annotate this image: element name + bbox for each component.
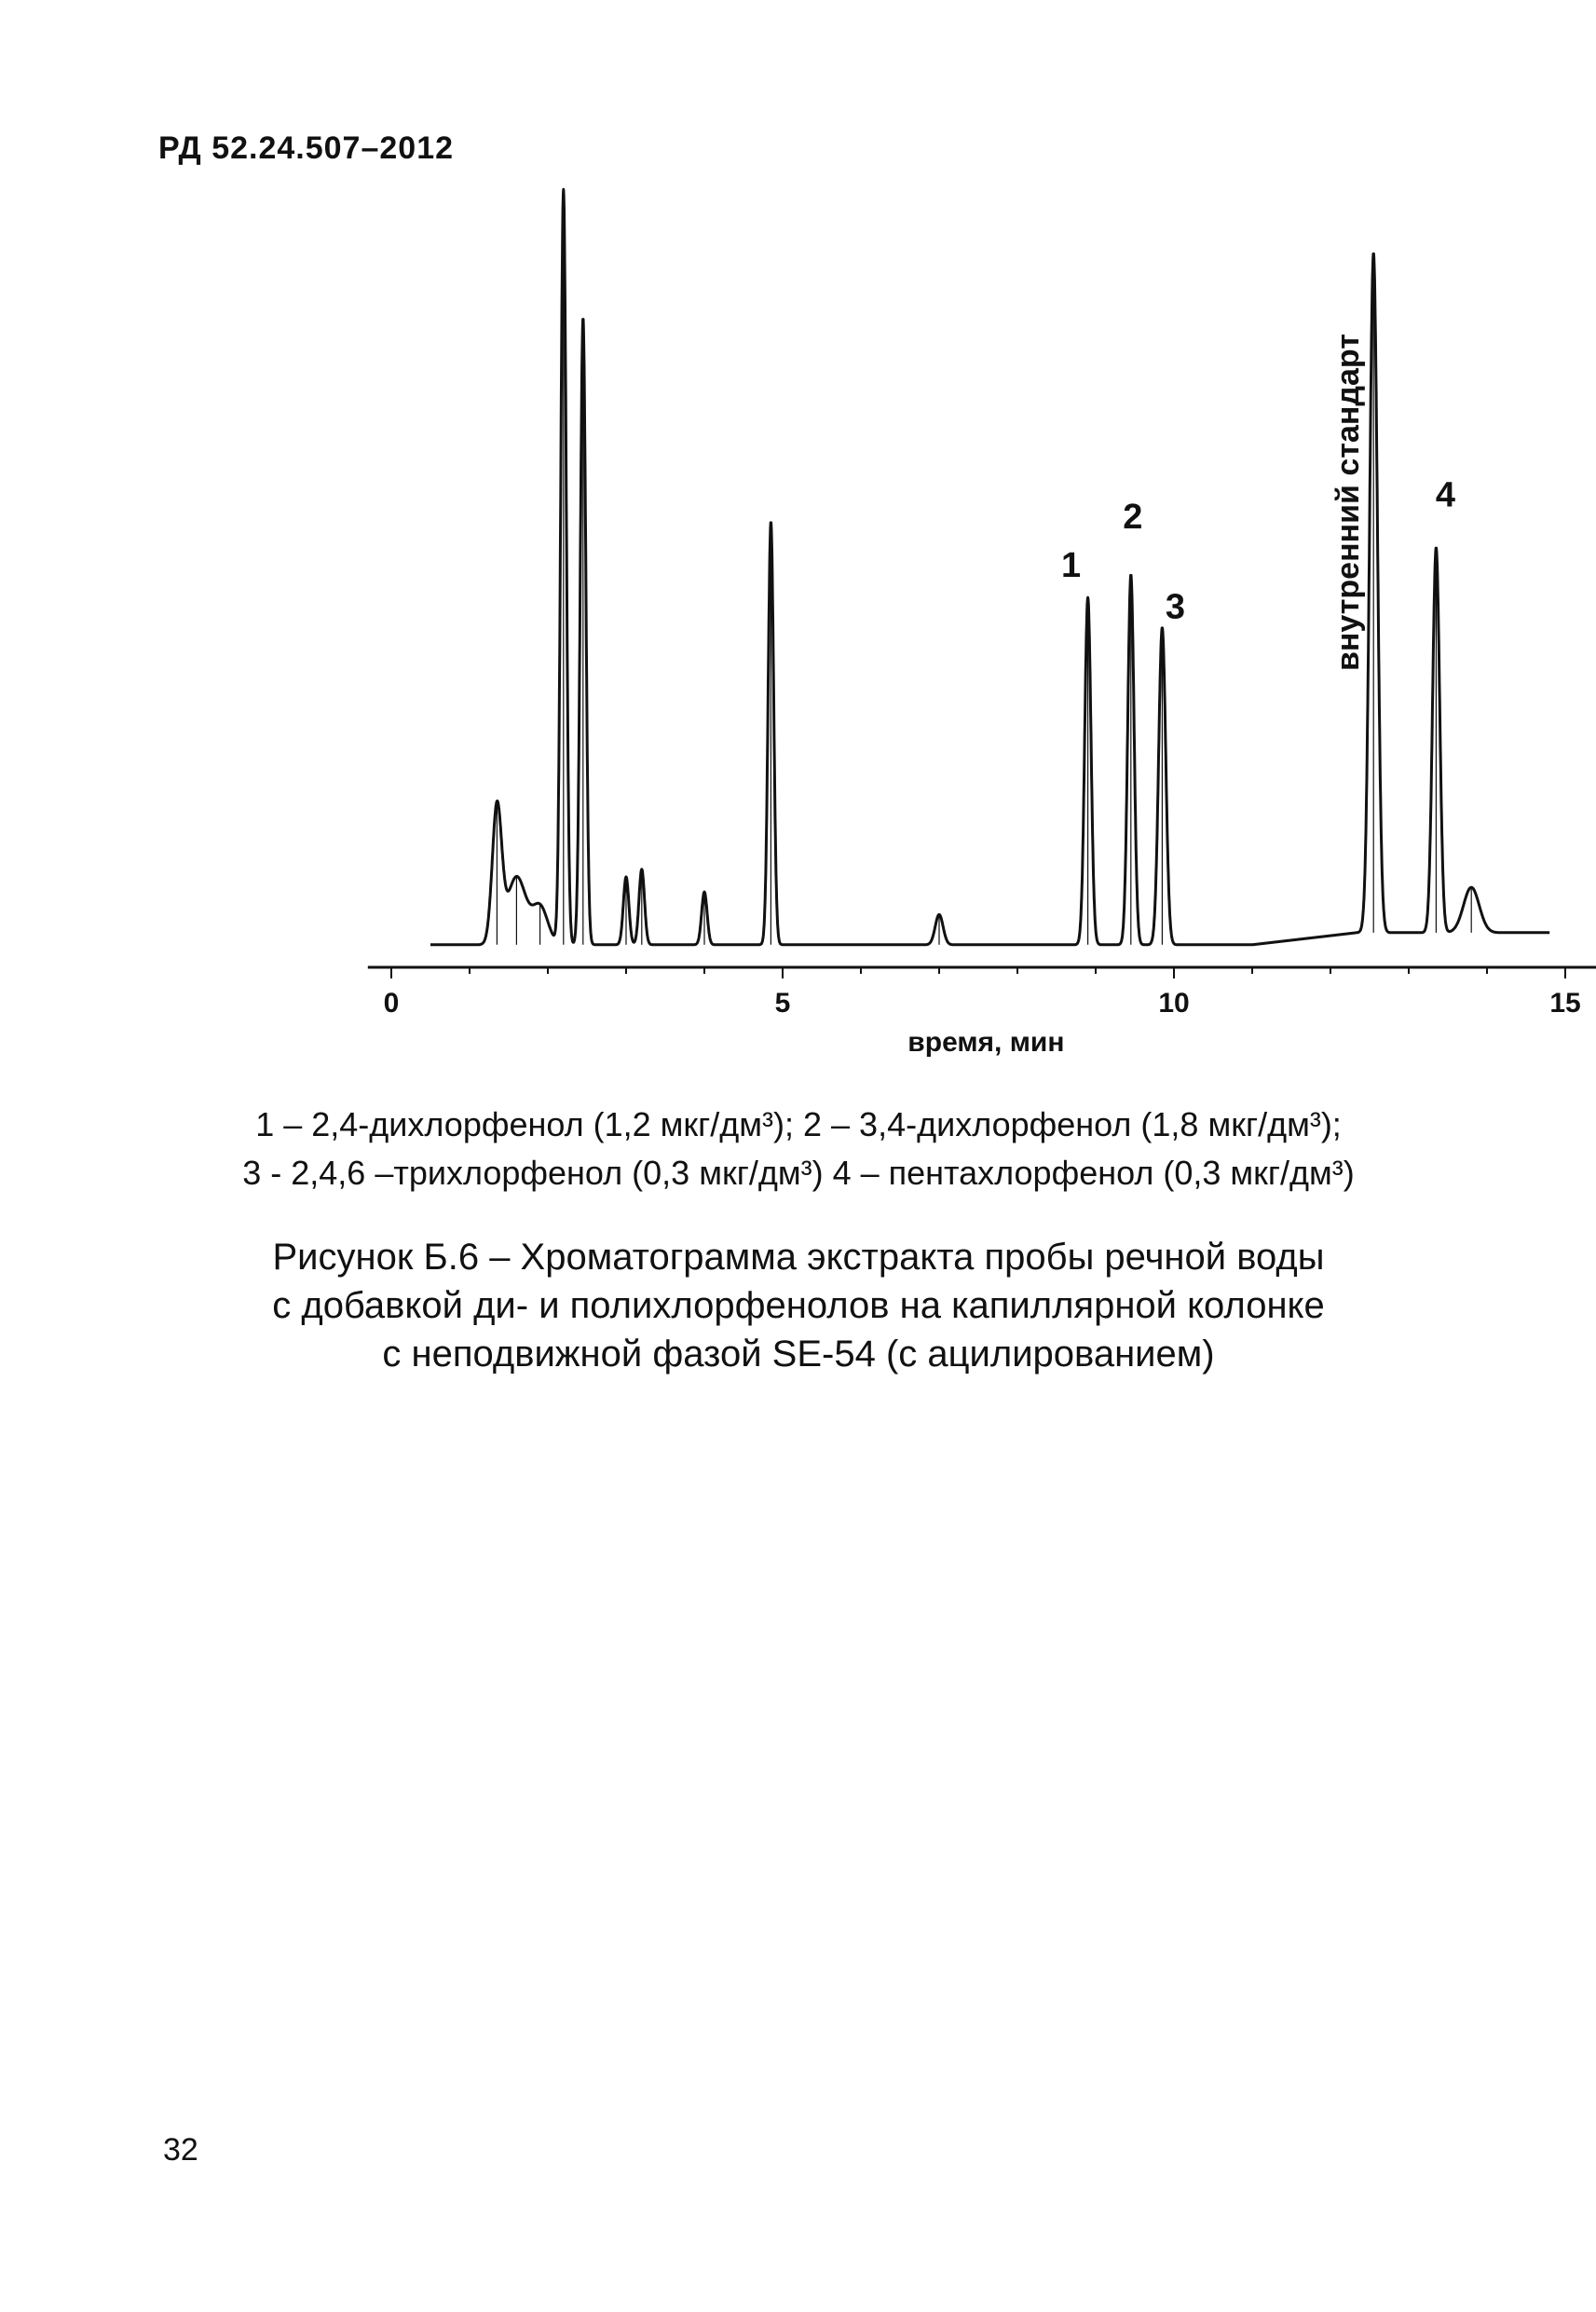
x-tick-label: 10 [1158, 988, 1190, 1019]
figure-caption-line-3: с неподвижной фазой SE-54 (с ацилированием) [382, 1334, 1215, 1375]
peak-label-1: 1 [1061, 546, 1082, 586]
x-axis-title: время, мин [907, 1027, 1065, 1058]
chromatogram-line [430, 189, 1549, 945]
figure-caption-line-2: с добавкой ди- и полихлорфенолов на капиллярной колонке [272, 1285, 1325, 1326]
x-tick-label: 5 [774, 988, 791, 1019]
peak-label-2: 2 [1123, 497, 1143, 537]
chromatogram-trace [430, 189, 1549, 945]
document-header: РД 52.24.507–2012 [158, 130, 455, 166]
x-axis [368, 967, 1596, 1058]
chromatogram-chart [0, 0, 1596, 1081]
peak-labels [1061, 334, 1455, 671]
page-number: 32 [163, 2132, 198, 2168]
peak-label-4: 4 [1435, 475, 1455, 515]
x-tick-label: 15 [1549, 988, 1581, 1019]
legend-line-2: 3 - 2,4,6 –трихлорфенол (0,3 мкг/дм³) 4 – пентахлорфенол (0,3 мкг/дм³) [242, 1154, 1355, 1192]
figure-caption-line-1: Рисунок Б.6 – Хроматограмма экстракта пробы речной воды [272, 1237, 1325, 1278]
peak-label-3: 3 [1165, 587, 1185, 627]
x-tick-label: 0 [383, 988, 400, 1019]
legend-line-1: 1 – 2,4-дихлорфенол (1,2 мкг/дм³); 2 – 3,4-дихлорфенол (1,8 мкг/дм³); [255, 1105, 1342, 1143]
internal-standard-label: внутренний стандарт [1330, 334, 1367, 671]
